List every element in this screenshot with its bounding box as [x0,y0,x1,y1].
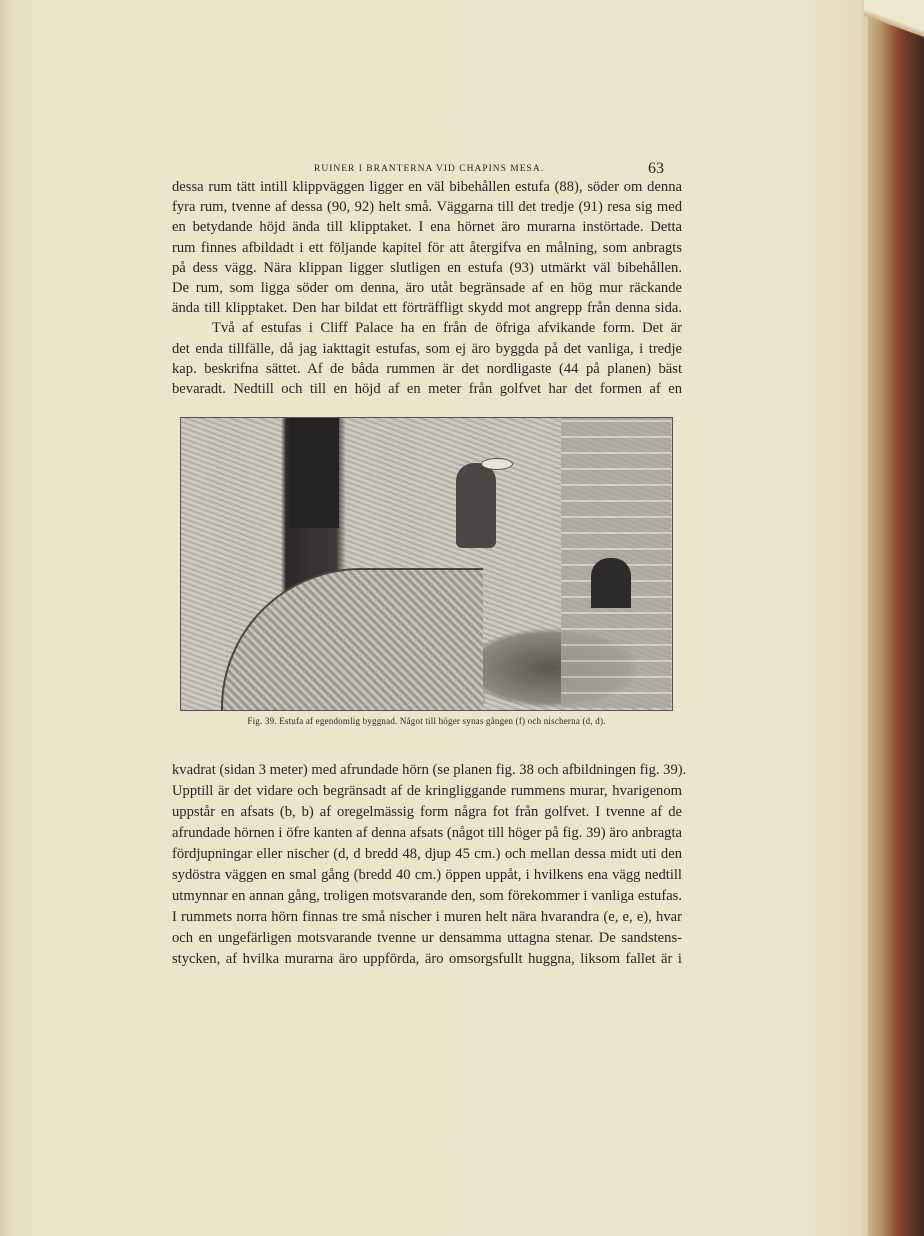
text-line: på dess vägg. Nära klippan ligger slutligen en estufa (93) utmärkt väl bibehållen. [172,259,682,276]
folded-corner [864,0,924,45]
hat-illustration [481,458,513,470]
text-line: Två af estufas i Cliff Palace ha en från de öfriga afvikande form. Det är [212,320,682,337]
text-line: det enda tillfälle, då jag iakttagit estufas, som ej äro byggda på det vanliga, i tredje [172,340,682,357]
running-header: RUINER I BRANTERNA VID CHAPINS MESA. [314,164,545,174]
text-line: dessa rum tätt intill klippväggen ligger en väl bibehållen estufa (88), söder om denna [172,179,682,195]
paragraph-top [172,177,682,399]
page-number: 63 [648,160,664,177]
text-line: en betydande höjd ända till klipptaket. I ena hörnet äro murarna instörtade. Detta [172,219,682,236]
figure-caption: Fig. 39. Estufa af egendomlig byggnad. Något till höger synas gången (f) och nischerna (d, d). [247,716,606,726]
figure-engraving [180,417,673,711]
text-line: Upptill är det vidare och begränsadt af de kringliggande rummens murar, hvarigenom [172,783,682,799]
text-line: afrundade hörnen i öfre kanten af denna afsats (något till höger på fig. 39) äro anbragta [172,825,682,841]
text-line: bevaradt. Nedtill och till en höjd af en meter från golfvet har det formen af en [172,380,682,397]
text-line: fyra rum, tvenne af dessa (90, 92) helt små. Väggarna till det tredje (91) resa sig med [172,199,682,216]
text-line: och en ungefärligen motsvarande tvenne ur densamma uttagna stenar. De sandstens- [172,930,682,946]
text-line: fördjupningar eller nischer (d, d bredd 48, djup 45 cm.) och mellan dessa midt uti den [172,846,682,862]
text-line: utmynnar en annan gång, troligen motsvarande den, som förekommer i vanliga estufas. [172,888,682,904]
text-line: I rummets norra hörn finnas tre små nischer i muren helt nära hvarandra (e, e, e), hvar [172,909,682,925]
text-line: rum finnes afbildadt i ett följande kapitel för att återgifva en målning, som anbragts [172,239,682,256]
text-line: kvadrat (sidan 3 meter) med afrundade hörn (se planen fig. 38 och afbildningen fig. 39). [172,762,687,778]
doorway-illustration [289,418,339,528]
estufa-wall-illustration [221,568,483,710]
page-edges [868,0,924,1236]
text-line: stycken, af hvilka murarna äro uppförda, äro omsorgsfullt huggna, liksom fallet är i [172,951,682,967]
paragraph-bottom [172,760,687,970]
niche-illustration [591,558,631,608]
text-line: ända till klipptaket. Den har bildat ett förträffligt skydd mot angrepp från denna sida. [172,300,682,317]
text-line: sydöstra väggen en smal gång (bredd 40 cm.) öppen uppåt, i hvilkens ena vägg nedtill [172,867,682,883]
text-line: uppstår en afsats (b, b) af oregelmässig form några fot från golfvet. I tvenne af de [172,804,682,820]
text-line: kap. beskrifna sättet. Af de båda rummen är det nordligaste (44 på planen) bäst [172,360,682,377]
seated-man-illustration [456,463,496,548]
text-line: De rum, som ligga söder om denna, äro utåt begränsade af en hög mur räckande [172,279,682,296]
